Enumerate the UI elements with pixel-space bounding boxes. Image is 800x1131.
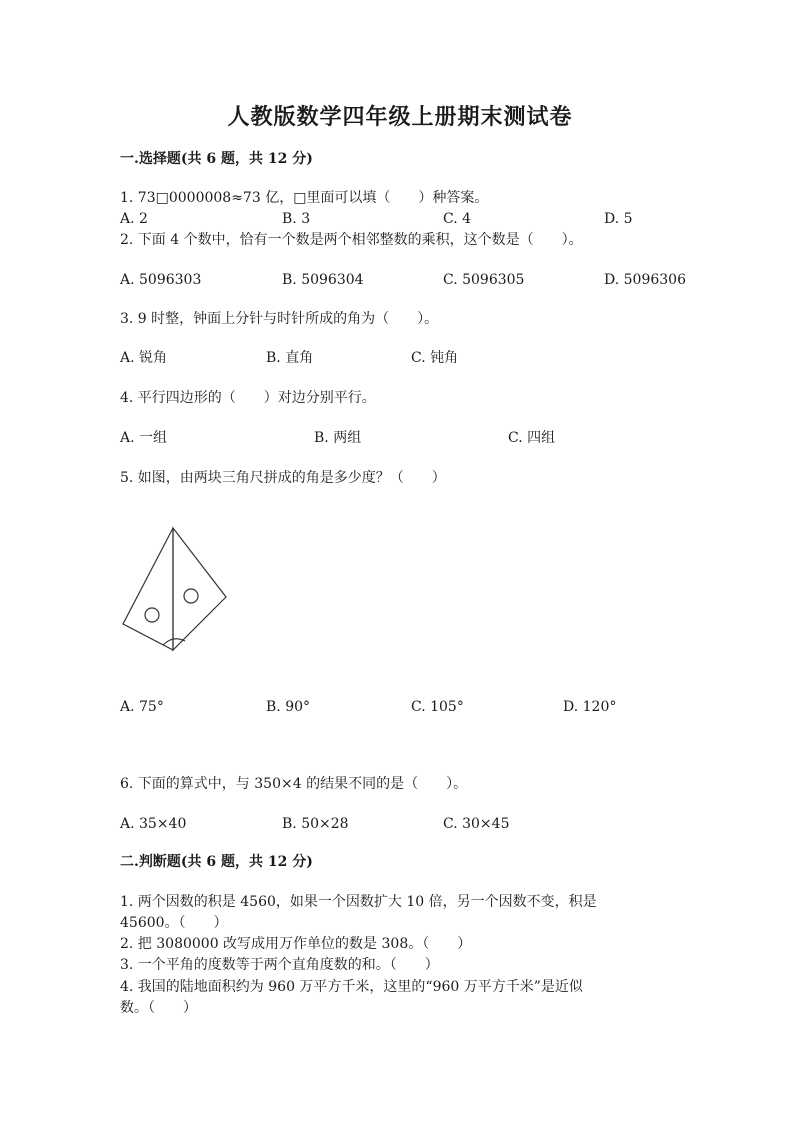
section-heading-judgement: 二.判断题(共 6 题，共 12 分) bbox=[120, 854, 313, 870]
q3-option-b: B. 直角 bbox=[266, 350, 314, 366]
judgement-line-5: 4. 我国的陆地面积约为 960 万平方千米，这里的“960 万平方千米”是近似 bbox=[120, 979, 583, 995]
q6-option-b: B. 50×28 bbox=[282, 816, 349, 832]
question-4: 4. 平行四边形的（ ）对边分别平行。 bbox=[120, 390, 376, 406]
q5-option-b: B. 90° bbox=[266, 699, 311, 715]
q1-option-a: A. 2 bbox=[120, 211, 148, 227]
question-3: 3. 9 时整，钟面上分针与时针所成的角为（ ）。 bbox=[120, 311, 439, 327]
judgement-line-1: 1. 两个因数的积是 4560，如果一个因数扩大 10 倍，另一个因数不变，积是 bbox=[120, 894, 597, 910]
q5-option-a: A. 75° bbox=[120, 699, 164, 715]
q2-option-a: A. 5096303 bbox=[120, 272, 202, 288]
q4-option-a: A. 一组 bbox=[120, 430, 168, 446]
judgement-line-6: 数。（ ） bbox=[120, 1000, 197, 1016]
q6-option-c: C. 30×45 bbox=[443, 816, 510, 832]
q2-option-b: B. 5096304 bbox=[282, 272, 364, 288]
q1-option-d: D. 5 bbox=[604, 211, 633, 227]
judgement-line-2: 45600。（ ） bbox=[120, 915, 228, 931]
question-5: 5. 如图，由两块三角尺拼成的角是多少度？（ ） bbox=[120, 470, 446, 486]
q3-option-a: A. 锐角 bbox=[120, 350, 168, 366]
set-square-figure bbox=[118, 525, 233, 657]
page-title: 人教版数学四年级上册期末测试卷 bbox=[227, 104, 573, 130]
question-6: 6. 下面的算式中，与 350×4 的结果不同的是（ ）。 bbox=[120, 776, 468, 792]
question-1: 1. 73□0000008≈73 亿，□里面可以填（ ）种答案。 bbox=[120, 190, 489, 206]
q1-option-c: C. 4 bbox=[443, 211, 472, 227]
q5-option-c: C. 105° bbox=[411, 699, 464, 715]
question-2: 2. 下面 4 个数中，恰有一个数是两个相邻整数的乘积，这个数是（ ）。 bbox=[120, 232, 583, 248]
q4-option-b: B. 两组 bbox=[314, 430, 362, 446]
judgement-line-4: 3. 一个平角的度数等于两个直角度数的和。（ ） bbox=[120, 957, 439, 973]
q4-option-c: C. 四组 bbox=[508, 430, 556, 446]
q1-option-b: B. 3 bbox=[282, 211, 311, 227]
q6-option-a: A. 35×40 bbox=[120, 816, 187, 832]
judgement-line-3: 2. 把 3080000 改写成用万作单位的数是 308。（ ） bbox=[120, 936, 472, 952]
q3-option-c: C. 钝角 bbox=[411, 350, 459, 366]
q5-option-d: D. 120° bbox=[563, 699, 617, 715]
section-heading-choice: 一.选择题(共 6 题，共 12 分) bbox=[120, 151, 313, 167]
q2-option-d: D. 5096306 bbox=[604, 272, 686, 288]
q2-option-c: C. 5096305 bbox=[443, 272, 525, 288]
